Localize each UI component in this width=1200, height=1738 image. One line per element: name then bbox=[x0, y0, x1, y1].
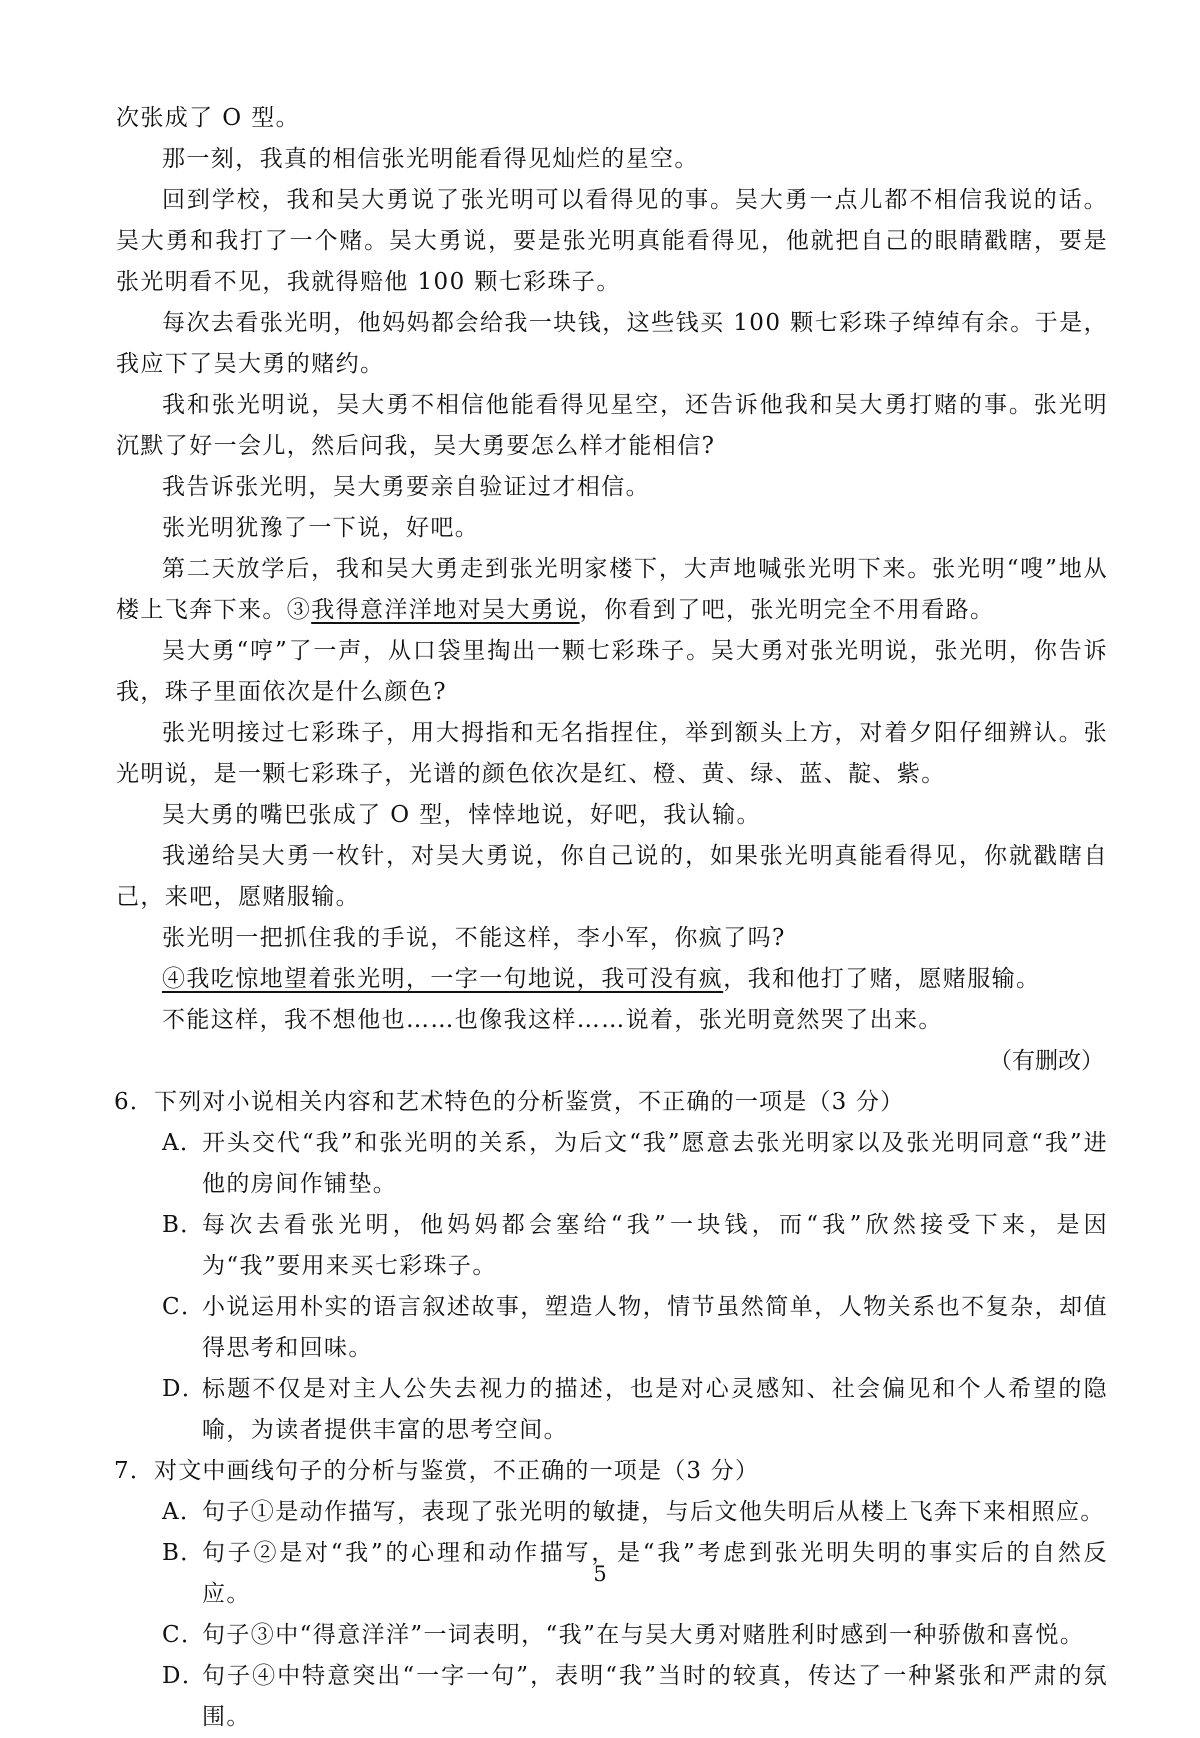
paragraph-text: 第二天放学后，我和吴大勇走到张光明家楼下，大声地喊张光明下来。张光明“嗖”地从楼上飞奔下来。③ bbox=[116, 556, 1108, 623]
option-letter: A． bbox=[162, 1130, 205, 1156]
option-text: 每次去看张光明，他妈妈都会塞给“我”一块钱，而“我”欣然接受下来，是因为“我”要用来买七彩珠子。 bbox=[202, 1212, 1108, 1279]
option-text: 句子①是动作描写，表现了张光明的敏捷，与后文他失明后从楼上飞奔下来相照应。 bbox=[202, 1499, 1105, 1525]
story-paragraph: 不能这样，我不想他也……也像我这样……说着，张光明竟然哭了出来。 bbox=[162, 1007, 943, 1033]
story-paragraph: 次张成了 O 型。 bbox=[116, 105, 301, 131]
question-6 bbox=[116, 1082, 1108, 1451]
story-paragraph: 张光明一把抓住我的手说，不能这样，李小军，你疯了吗? bbox=[162, 925, 786, 951]
story-paragraph-underlined-3 bbox=[116, 549, 1108, 631]
page-number: 5 bbox=[593, 1562, 607, 1586]
option-c bbox=[162, 1287, 1108, 1369]
option-c bbox=[162, 1615, 1108, 1656]
option-text: 句子④中特意突出“一字一句”，表明“我”当时的较真，传达了一种紧张和严肃的氛围。 bbox=[202, 1663, 1108, 1730]
option-text: 开头交代“我”和张光明的关系，为后文“我”愿意去张光明家以及张光明同意“我”进他的房间作铺垫。 bbox=[202, 1130, 1108, 1197]
option-d bbox=[162, 1656, 1108, 1738]
option-letter: B． bbox=[162, 1212, 205, 1238]
option-text: 标题不仅是对主人公失去视力的描述，也是对心灵感知、社会偏见和个人希望的隐喻，为读者提供丰富的思考空间。 bbox=[202, 1376, 1108, 1443]
story-paragraph: 我告诉张光明，吴大勇要亲自验证过才相信。 bbox=[162, 474, 650, 500]
option-letter: A． bbox=[162, 1499, 205, 1525]
option-letter: C． bbox=[162, 1622, 206, 1648]
edited-note: （有删改） bbox=[989, 1048, 1104, 1074]
story-paragraph: 张光明接过七彩珠子，用大拇指和无名指捏住，举到额头上方，对着夕阳仔细辨认。张光明说，是一颗七彩珠子，光谱的颜色依次是红、橙、黄、绿、蓝、靛、紫。 bbox=[116, 720, 1108, 787]
story-paragraph: 我和张光明说，吴大勇不相信他能看得见星空，还告诉他我和吴大勇打赌的事。张光明沉默了好一会儿，然后问我，吴大勇要怎么样才能相信? bbox=[116, 392, 1108, 459]
story-paragraph: 吴大勇“哼”了一声，从口袋里掏出一颗七彩珠子。吴大勇对张光明说，张光明，你告诉我，珠子里面依次是什么颜色? bbox=[116, 638, 1108, 705]
story-paragraph: 那一刻，我真的相信张光明能看得见灿烂的星空。 bbox=[162, 146, 699, 172]
paragraph-text: ，我和他打了赌，愿赌服输。 bbox=[723, 966, 1041, 992]
story-text bbox=[116, 98, 1108, 1041]
story-paragraph: 我递给吴大勇一枚针，对吴大勇说，你自己说的，如果张光明真能看得见，你就戳瞎自己，来吧，愿赌服输。 bbox=[116, 843, 1108, 910]
option-letter: D． bbox=[162, 1376, 207, 1402]
story-paragraph-underlined-4 bbox=[116, 959, 1108, 1000]
option-a bbox=[162, 1123, 1108, 1205]
question-stem: 7．对文中画线句子的分析与鉴赏，不正确的一项是（3 分） bbox=[114, 1458, 760, 1484]
option-text: 句子③中“得意洋洋”一词表明，“我”在与吴大勇对赌胜利时感到一种骄傲和喜悦。 bbox=[202, 1622, 1085, 1648]
option-d bbox=[162, 1369, 1108, 1451]
paragraph-text: ，你看到了吧，张光明完全不用看路。 bbox=[579, 597, 995, 623]
underlined-sentence-3: 我得意洋洋地对吴大勇说 bbox=[311, 597, 580, 623]
underlined-sentence-4: ④我吃惊地望着张光明，一字一句地说，我可没有疯 bbox=[162, 966, 724, 992]
story-paragraph: 吴大勇的嘴巴张成了 O 型，悻悻地说，好吧，我认输。 bbox=[162, 802, 761, 828]
option-b bbox=[162, 1205, 1108, 1287]
story-paragraph: 张光明犹豫了一下说，好吧。 bbox=[162, 515, 480, 541]
option-letter: B． bbox=[162, 1540, 205, 1566]
option-letter: D． bbox=[162, 1663, 207, 1689]
option-letter: C． bbox=[162, 1294, 206, 1320]
story-paragraph: 每次去看张光明，他妈妈都会给我一块钱，这些钱买 100 颗七彩珠子绰绰有余。于是，我应下了吴大勇的赌约。 bbox=[116, 310, 1108, 377]
option-text: 小说运用朴实的语言叙述故事，塑造人物，情节虽然简单，人物关系也不复杂，却值得思考和回味。 bbox=[202, 1294, 1108, 1361]
question-stem: 6．下列对小说相关内容和艺术特色的分析鉴赏，不正确的一项是（3 分） bbox=[114, 1089, 905, 1115]
story-paragraph: 回到学校，我和吴大勇说了张光明可以看得见的事。吴大勇一点儿都不相信我说的话。吴大勇和我打了一个赌。吴大勇说，要是张光明真能看得见，他就把自己的眼睛戳瞎，要是张光明看不见，我就得赔他 100 颗七彩珠子。 bbox=[116, 187, 1108, 295]
option-text: 句子②是对“我”的心理和动作描写，是“我”考虑到张光明失明的事实后的自然反应。 bbox=[202, 1540, 1108, 1607]
option-a bbox=[162, 1492, 1108, 1533]
